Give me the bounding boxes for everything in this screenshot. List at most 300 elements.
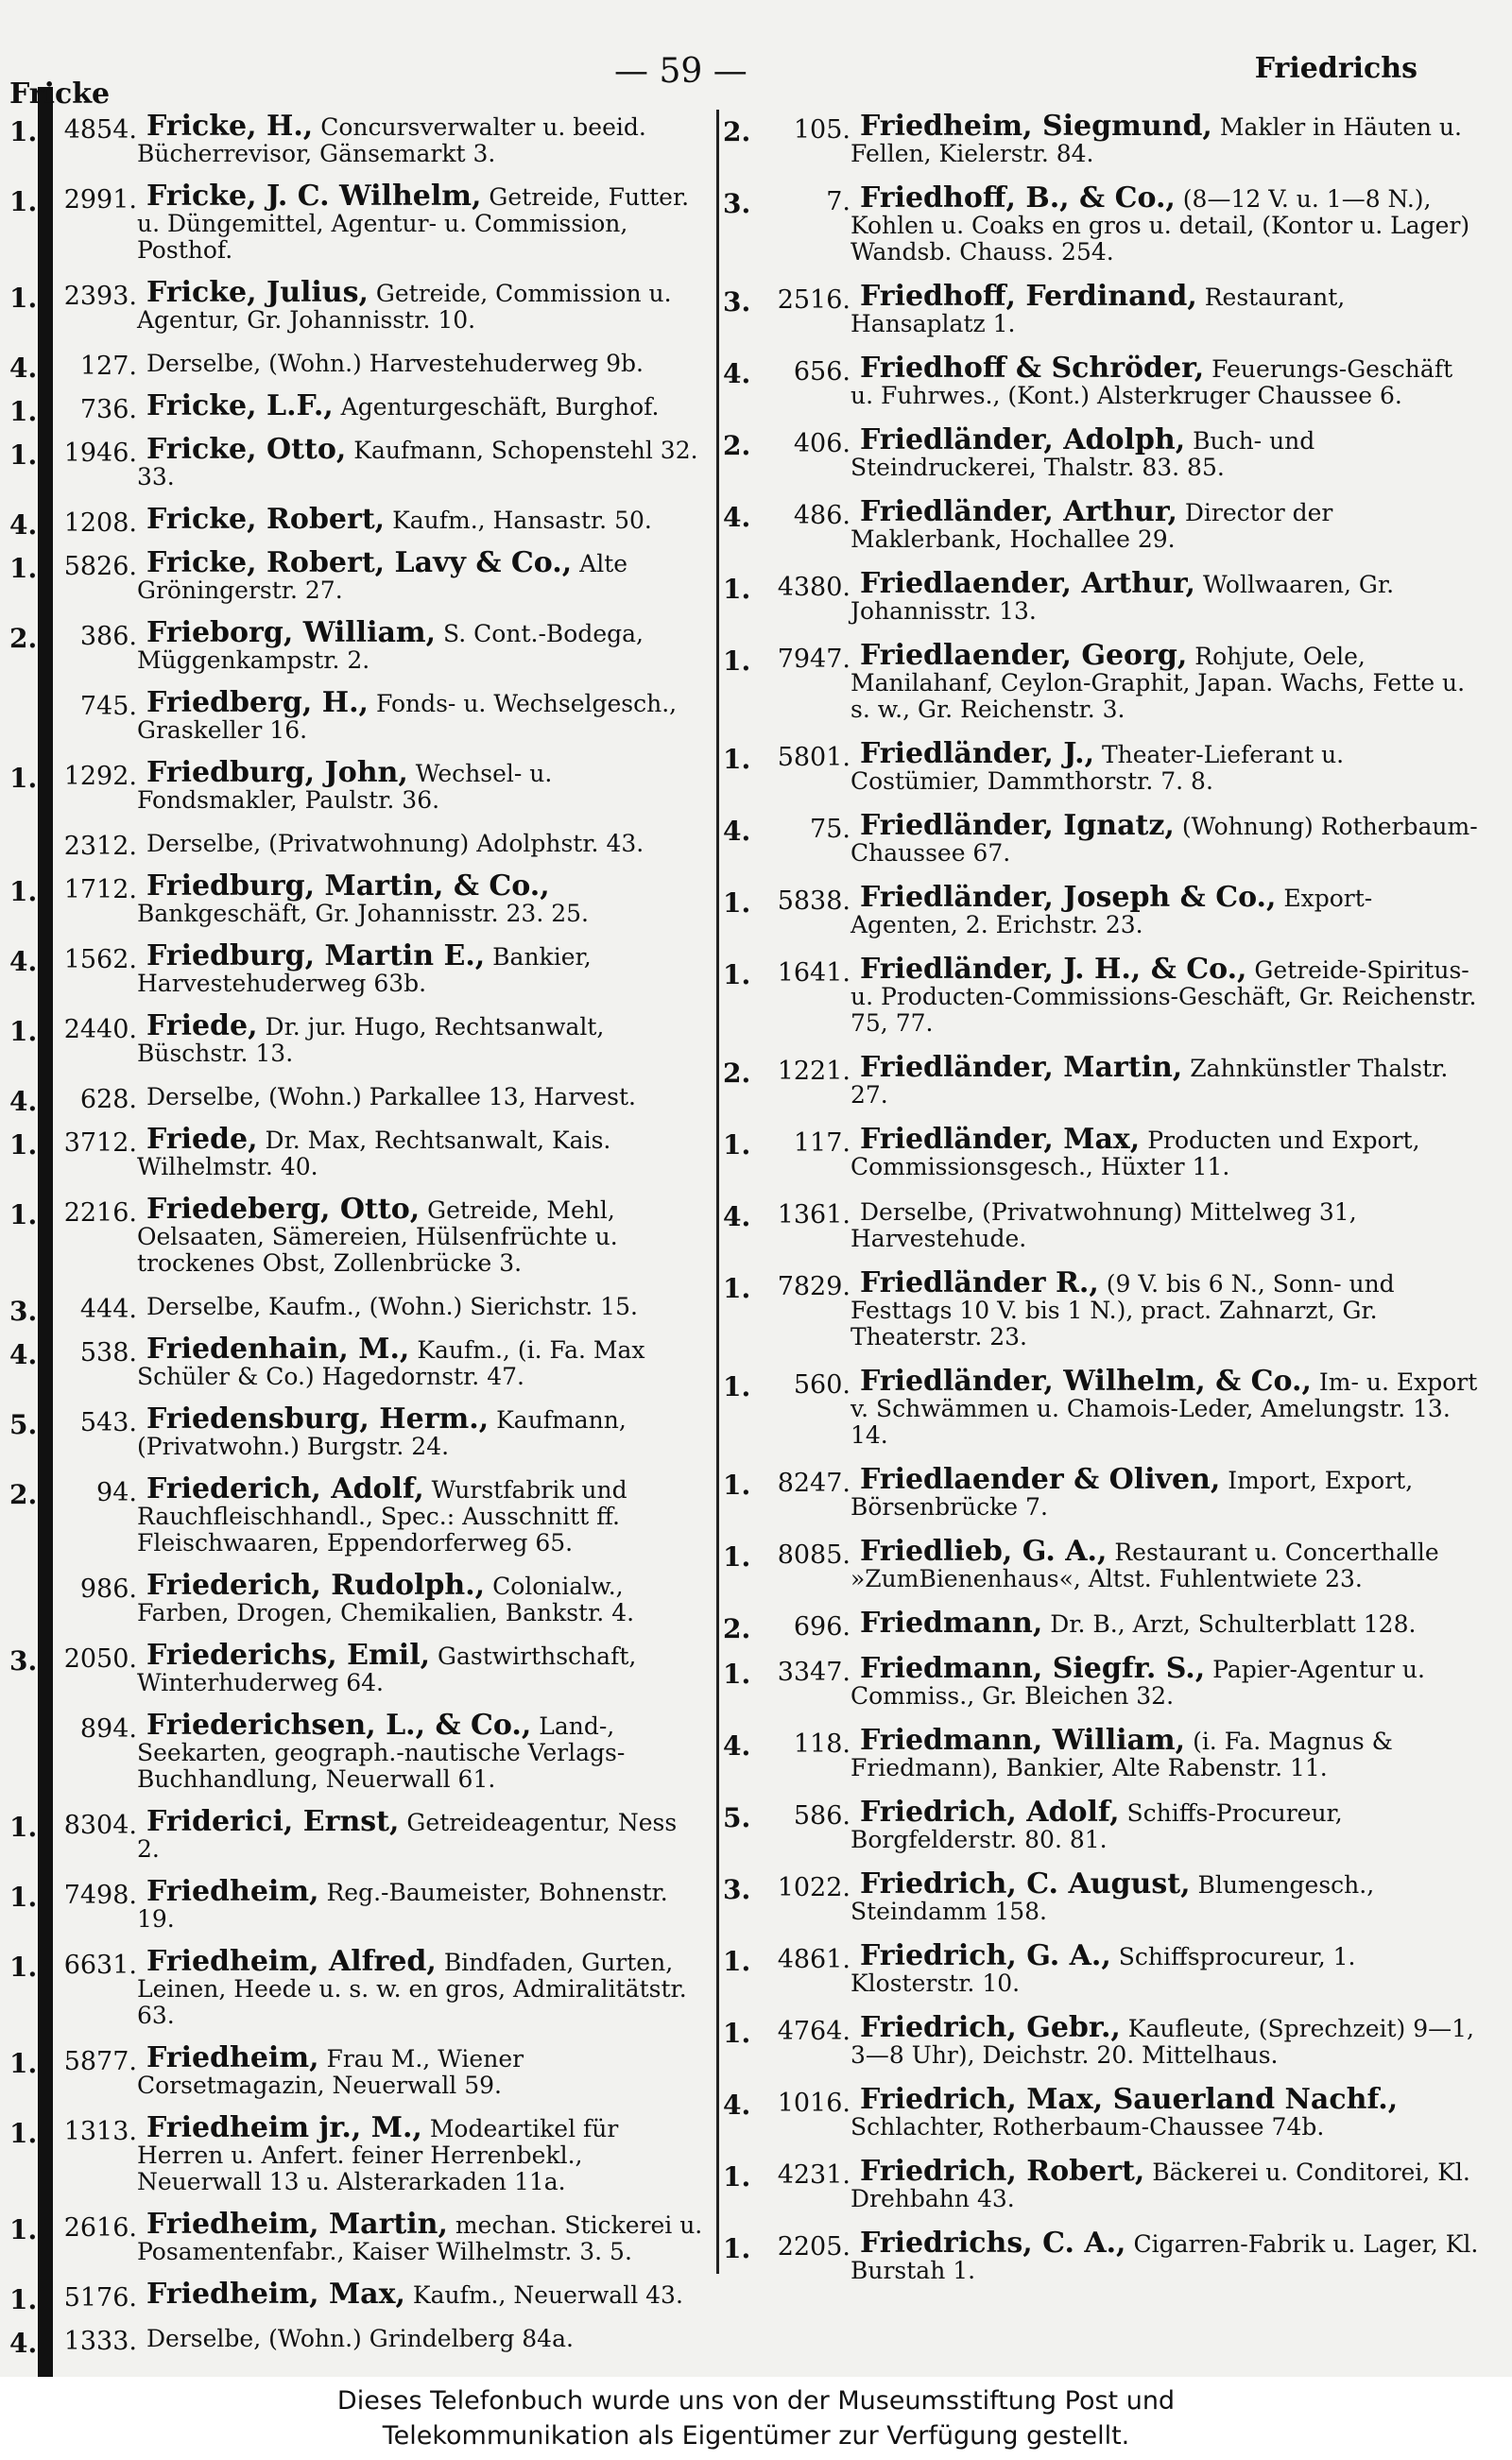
phone-number: 94. xyxy=(96,1478,137,1507)
subscriber-name: Friedrich, G. A., xyxy=(860,1939,1111,1972)
phone-number: 628. xyxy=(79,1085,137,1114)
entry-details: Derselbe, (Privatwohnung) Mittelweg 31, Harvestehude. xyxy=(850,1198,1357,1252)
phone-number: 486. xyxy=(793,501,850,530)
subscriber-name: Friedhoff, Ferdinand, xyxy=(860,280,1197,313)
directory-entry xyxy=(9,1709,704,1793)
footer-notice xyxy=(0,2377,1512,2460)
subscriber-name: Friedlaender, Georg, xyxy=(860,639,1188,672)
directory-entry xyxy=(9,546,704,604)
entry-details: Director der Maklerbank, Hochallee 29. xyxy=(850,499,1333,553)
phone-number: 1221. xyxy=(777,1057,850,1086)
subscriber-name: Fricke, Robert, xyxy=(146,503,386,536)
subscriber-name: Friedensburg, Herm., xyxy=(146,1402,490,1436)
phone-number: 8247. xyxy=(777,1469,850,1498)
subscriber-name: Friedburg, Martin E., xyxy=(146,939,486,972)
subscriber-name: Fricke, Otto, xyxy=(146,433,347,466)
footer-line-1: Dieses Telefonbuch wurde uns von der Museumsstiftung Post und xyxy=(336,2386,1176,2416)
subscriber-name: Friedländer, Joseph & Co., xyxy=(860,881,1277,914)
entry-details: Bankgeschäft, Gr. Johannisstr. 23. 25. xyxy=(137,900,589,927)
directory-entry xyxy=(9,1293,704,1327)
entry-details: Getreide, Mehl, Oelsaaten, Sämereien, Hülsenfrüchte u. trockenes Obst, Zollenbrücke 3. xyxy=(137,1196,618,1277)
directory-entry xyxy=(9,433,704,490)
entry-details: Fonds- u. Wechselgesch., Graskeller 16. xyxy=(137,690,678,744)
phone-number: 1361. xyxy=(777,1200,850,1230)
phone-number: 3712. xyxy=(63,1128,137,1158)
entry-details: Kaufm., Hansastr. 50. xyxy=(392,507,652,534)
subscriber-name: Friederich, Rudolph., xyxy=(146,1569,486,1602)
subscriber-name: Friedheim, Siegmund, xyxy=(860,110,1212,143)
entry-details: Wollwaaren, Gr. Johannisstr. 13. xyxy=(850,571,1395,625)
phone-number: 745. xyxy=(79,692,137,721)
exchange-zone: 1. xyxy=(9,2214,38,2245)
exchange-zone: 1. xyxy=(9,2118,38,2149)
phone-number: 1313. xyxy=(63,2117,137,2146)
directory-entry xyxy=(723,2227,1479,2284)
phone-number: 986. xyxy=(79,1574,137,1604)
directory-entry xyxy=(723,1463,1479,1521)
entry-details: Derselbe, (Wohn.) Parkallee 13, Harvest. xyxy=(146,1083,636,1110)
entry-details: Getreide, Futter. u. Düngemittel, Agentur- u. Commission, Posthof. xyxy=(137,183,690,264)
phone-number: 894. xyxy=(79,1714,137,1744)
exchange-zone: 4. xyxy=(9,1086,38,1117)
exchange-zone: 1. xyxy=(9,1882,38,1913)
directory-entry xyxy=(723,423,1479,481)
entry-details: Frau M., Wiener Corsetmagazin, Neuerwall 59. xyxy=(137,2045,524,2099)
subscriber-name: Friedländer R., xyxy=(860,1266,1099,1299)
phone-number: 2216. xyxy=(63,1198,137,1228)
exchange-zone: 1. xyxy=(723,645,751,677)
exchange-zone: 5. xyxy=(723,1802,751,1833)
directory-entry xyxy=(9,503,704,541)
subscriber-name: Friedheim, Martin, xyxy=(146,2208,448,2241)
directory-entry xyxy=(723,1198,1479,1252)
phone-number: 2516. xyxy=(777,285,850,315)
directory-entry xyxy=(9,756,704,814)
exchange-zone: 1. xyxy=(723,1946,751,1977)
phone-number: 736. xyxy=(79,395,137,424)
subscriber-name: Fricke, J. C. Wilhelm, xyxy=(146,180,482,213)
phone-number: 7. xyxy=(826,187,850,216)
phone-number: 1016. xyxy=(777,2089,850,2118)
exchange-zone: 1. xyxy=(9,1129,38,1161)
entry-details: Makler in Häuten u. Fellen, Kielerstr. 84. xyxy=(850,113,1462,167)
entry-details: Import, Export, Börsenbrücke 7. xyxy=(850,1467,1414,1521)
phone-number: 1022. xyxy=(777,1873,850,1902)
entry-details: Restaurant, Hansaplatz 1. xyxy=(850,284,1346,337)
entry-details: Getreide, Commission u. Agentur, Gr. Johannisstr. 10. xyxy=(137,280,672,334)
directory-entry xyxy=(9,830,704,861)
exchange-zone: 4. xyxy=(723,1201,751,1232)
subscriber-name: Friedrichs, C. A., xyxy=(860,2227,1126,2260)
phone-number: 2440. xyxy=(63,1015,137,1044)
phone-number: 8304. xyxy=(63,1811,137,1840)
directory-entry xyxy=(9,1402,704,1460)
directory-entry xyxy=(723,1607,1479,1644)
entry-details: Getreideagentur, Ness 2. xyxy=(137,1809,678,1863)
exchange-zone: 1. xyxy=(723,959,751,990)
subscriber-name: Friederichsen, L., & Co., xyxy=(146,1709,532,1742)
entry-details: Land-, Seekarten, geograph.-nautische Verlags-Buchhandlung, Neuerwall 61. xyxy=(137,1712,626,1793)
entry-details: Producten und Export, Commissionsgesch., Hüxter 11. xyxy=(850,1127,1420,1180)
subscriber-name: Friedländer, Ignatz, xyxy=(860,809,1175,842)
running-header-right: Friedrichs xyxy=(1254,52,1418,85)
exchange-zone: 1. xyxy=(9,2284,38,2315)
subscriber-name: Friedburg, Martin, & Co., xyxy=(146,869,550,903)
exchange-zone: 1. xyxy=(9,439,38,471)
phone-number: 543. xyxy=(79,1408,137,1437)
phone-number: 696. xyxy=(793,1612,850,1642)
page-number: — 59 — xyxy=(614,52,747,91)
directory-entry xyxy=(9,1333,704,1390)
phone-number: 2616. xyxy=(63,2213,137,2243)
subscriber-name: Friedmann, Siegfr. S., xyxy=(860,1652,1206,1685)
exchange-zone: 4. xyxy=(723,2090,751,2121)
exchange-zone: 4. xyxy=(9,353,38,384)
directory-entry xyxy=(723,352,1479,409)
subscriber-name: Friedrich, Max, Sauerland Nachf., xyxy=(860,2083,1399,2116)
entry-details: Reg.-Baumeister, Bohnenstr. 19. xyxy=(137,1879,668,1933)
directory-entry xyxy=(723,495,1479,553)
directory-entry xyxy=(9,1569,704,1626)
exchange-zone: 1. xyxy=(723,1129,751,1161)
directory-entry xyxy=(723,1051,1479,1109)
right-column xyxy=(723,110,1479,2284)
directory-entry xyxy=(723,2083,1479,2141)
directory-entry xyxy=(723,1535,1479,1592)
phone-number: 4380. xyxy=(777,573,850,602)
directory-entry xyxy=(9,2041,704,2099)
phone-number: 4854. xyxy=(63,115,137,145)
subscriber-name: Friedeberg, Otto, xyxy=(146,1193,421,1226)
phone-number: 5838. xyxy=(777,886,850,916)
entry-details: Kaufmann, (Privatwohn.) Burgstr. 24. xyxy=(137,1406,627,1460)
footer-line-2: Telekommunikation als Eigentümer zur Verfügung gestellt. xyxy=(382,2421,1130,2451)
phone-number: 118. xyxy=(793,1729,850,1759)
phone-number: 2205. xyxy=(777,2232,850,2262)
phone-number: 6631. xyxy=(63,1951,137,1980)
directory-entry xyxy=(723,737,1479,795)
subscriber-name: Friedrich, Adolf, xyxy=(860,1796,1120,1829)
subscriber-name: Friedlieb, G. A., xyxy=(860,1535,1108,1568)
exchange-zone: 4. xyxy=(9,2328,38,2359)
phone-number: 7947. xyxy=(777,645,850,674)
phone-number: 75. xyxy=(810,815,850,844)
directory-entry xyxy=(723,809,1479,867)
phone-number: 117. xyxy=(793,1128,850,1158)
directory-entry xyxy=(9,616,704,674)
running-header-left: Fricke xyxy=(9,77,111,111)
subscriber-name: Friedhoff, B., & Co., xyxy=(860,181,1176,215)
directory-entry xyxy=(723,1123,1479,1180)
exchange-zone: 4. xyxy=(9,946,38,977)
subscriber-name: Friedländer, Adolph, xyxy=(860,423,1186,456)
directory-entry xyxy=(723,639,1479,723)
phone-number: 2991. xyxy=(63,185,137,215)
exchange-zone: 3. xyxy=(9,1645,38,1677)
exchange-zone: 4. xyxy=(723,1730,751,1762)
entry-details: Schiffsprocureur, 1. Klosterstr. 10. xyxy=(850,1943,1356,1997)
directory-entry xyxy=(9,1472,704,1557)
phone-number: 1208. xyxy=(63,508,137,538)
directory-entry xyxy=(723,1652,1479,1710)
entry-details: Modeartikel für Herren u. Anfert. feiner Herrenbekl., Neuerwall 13 u. Alsterarkaden 11a. xyxy=(137,2115,619,2195)
phone-number: 5877. xyxy=(63,2047,137,2076)
phone-number: 2050. xyxy=(63,1644,137,1674)
phone-number: 2312. xyxy=(63,832,137,861)
exchange-zone: 1. xyxy=(9,1952,38,1983)
entry-details: Schiffs-Procureur, Borgfelderstr. 80. 81. xyxy=(850,1799,1343,1853)
entry-details: (i. Fa. Magnus & Friedmann), Bankier, Alte Rabenstr. 11. xyxy=(850,1728,1393,1781)
directory-entry xyxy=(9,350,704,384)
subscriber-name: Friederich, Adolf, xyxy=(146,1472,424,1505)
exchange-zone: 3. xyxy=(723,1874,751,1905)
phone-number: 4231. xyxy=(777,2160,850,2190)
entry-details: Restaurant u. Concerthalle »ZumBienenhaus«, Altst. Fuhlentwiete 23. xyxy=(850,1539,1439,1592)
entry-details: Theater-Lieferant u. Costümier, Dammthorstr. 7. 8. xyxy=(850,741,1345,795)
directory-entry xyxy=(723,1724,1479,1781)
exchange-zone: 3. xyxy=(723,188,751,219)
entry-details: Dr. B., Arzt, Schulterblatt 128. xyxy=(1050,1610,1417,1638)
exchange-zone: 1. xyxy=(9,186,38,217)
entry-details: Cigarren-Fabrik u. Lager, Kl. Burstah 1. xyxy=(850,2230,1479,2284)
entry-details: Kaufleute, (Sprechzeit) 9—1, 3—8 Uhr), Deichstr. 20. Mittelhaus. xyxy=(850,2015,1474,2069)
entry-details: Derselbe, Kaufm., (Wohn.) Sierichstr. 15. xyxy=(146,1293,638,1320)
entry-details: Blumengesch., Steindamm 158. xyxy=(850,1871,1375,1925)
entry-details: Gastwirthschaft, Winterhuderweg 64. xyxy=(137,1643,637,1696)
subscriber-name: Friedburg, John, xyxy=(146,756,408,789)
directory-entry xyxy=(9,1945,704,2029)
exchange-zone: 1. xyxy=(9,1812,38,1843)
directory-entry xyxy=(723,567,1479,625)
directory-entry xyxy=(9,1805,704,1863)
entry-details: Bankier, Harvestehuderweg 63b. xyxy=(137,943,592,997)
subscriber-name: Friedrich, C. August, xyxy=(860,1867,1191,1901)
entry-details: Schlachter, Rotherbaum-Chaussee 74b. xyxy=(850,2113,1325,2141)
phone-number: 406. xyxy=(793,429,850,458)
entry-details: Concursverwalter u. beeid. Bücherrevisor, Gänsemarkt 3. xyxy=(137,113,646,167)
directory-entry xyxy=(723,1266,1479,1350)
exchange-zone: 1. xyxy=(723,1371,751,1402)
phone-number: 1712. xyxy=(63,875,137,904)
entry-details: Getreide-Spiritus- u. Producten-Commissions-Geschäft, Gr. Reichenstr. 75, 77. xyxy=(850,956,1477,1037)
phone-number: 8085. xyxy=(777,1540,850,1570)
phone-number: 1946. xyxy=(63,439,137,468)
subscriber-name: Friedheim, xyxy=(146,1875,319,1908)
subscriber-name: Friedenhain, M., xyxy=(146,1333,410,1366)
phone-number: 1292. xyxy=(63,762,137,791)
directory-entry xyxy=(723,881,1479,938)
entry-details: Derselbe, (Privatwohnung) Adolphstr. 43. xyxy=(146,830,644,857)
entry-details: Export-Agenten, 2. Erichstr. 23. xyxy=(850,885,1373,938)
directory-entry xyxy=(9,180,704,264)
directory-entry xyxy=(9,686,704,744)
phone-number: 7498. xyxy=(63,1881,137,1910)
directory-entry xyxy=(723,110,1479,167)
exchange-zone: 1. xyxy=(9,763,38,794)
directory-entry xyxy=(9,939,704,997)
exchange-zone: 1. xyxy=(9,283,38,314)
exchange-zone: 1. xyxy=(9,396,38,427)
entry-details: Kaufm., Neuerwall 43. xyxy=(412,2281,683,2309)
subscriber-name: Fricke, H., xyxy=(146,110,314,143)
directory-entry xyxy=(9,276,704,334)
subscriber-name: Fricke, Robert, Lavy & Co., xyxy=(146,546,573,579)
subscriber-name: Friderici, Ernst, xyxy=(146,1805,400,1838)
entry-details: Wurstfabrik und Rauchfleischhandl., Spec.: Ausschnitt ff. Fleischwaaren, Eppendorferweg 65. xyxy=(137,1476,627,1557)
subscriber-name: Friedheim, xyxy=(146,2041,319,2074)
exchange-zone: 1. xyxy=(9,2048,38,2079)
directory-entry xyxy=(723,181,1479,266)
exchange-zone: 1. xyxy=(723,2161,751,2193)
phone-number: 538. xyxy=(79,1338,137,1368)
entry-details: Derselbe, (Wohn.) Grindelberg 84a. xyxy=(146,2325,574,2352)
exchange-zone: 4. xyxy=(9,1339,38,1370)
directory-entry xyxy=(723,1365,1479,1449)
exchange-zone: 4. xyxy=(723,816,751,847)
entry-details: (Wohnung) Rotherbaum-Chaussee 67. xyxy=(850,813,1478,867)
subscriber-name: Frieborg, William, xyxy=(146,616,437,649)
exchange-zone: 1. xyxy=(723,574,751,605)
left-column xyxy=(9,110,704,2359)
entry-details: Buch- und Steindruckerei, Thalstr. 83. 85. xyxy=(850,427,1315,481)
exchange-zone: 2. xyxy=(723,1613,751,1644)
directory-entry xyxy=(9,1875,704,1933)
directory-entry xyxy=(723,953,1479,1037)
directory-entry xyxy=(9,1193,704,1277)
entry-details: S. Cont.-Bodega, Müggenkampstr. 2. xyxy=(137,620,644,674)
entry-details: Papier-Agentur u. Commiss., Gr. Bleichen 32. xyxy=(850,1656,1425,1710)
exchange-zone: 4. xyxy=(9,509,38,541)
exchange-zone: 1. xyxy=(723,2018,751,2049)
phone-number: 3347. xyxy=(777,1658,850,1687)
directory-entry xyxy=(723,2011,1479,2069)
phone-number: 656. xyxy=(793,357,850,387)
column-divider xyxy=(716,110,719,2274)
exchange-zone: 1. xyxy=(723,1659,751,1690)
directory-entry xyxy=(9,2278,704,2315)
phone-number: 2393. xyxy=(63,282,137,311)
subscriber-name: Friedberg, H., xyxy=(146,686,369,719)
entry-details: (8—12 V. u. 1—8 N.), Kohlen u. Coaks en gros u. detail, (Kontor u. Lager) Wandsb. Chauss. 254. xyxy=(850,185,1470,266)
phone-number: 5801. xyxy=(777,743,850,772)
exchange-zone: 2. xyxy=(9,623,38,654)
exchange-zone: 4. xyxy=(723,502,751,533)
directory-entry xyxy=(723,1796,1479,1853)
subscriber-name: Friedländer, Max, xyxy=(860,1123,1141,1156)
subscriber-name: Friedländer, Martin, xyxy=(860,1051,1183,1084)
phone-number: 5826. xyxy=(63,552,137,581)
subscriber-name: Fricke, L.F., xyxy=(146,389,334,422)
entry-details: Alte Gröningerstr. 27. xyxy=(137,550,628,604)
exchange-zone: 2. xyxy=(9,1479,38,1510)
directory-entry xyxy=(9,389,704,427)
entry-details: Colonialw., Farben, Drogen, Chemikalien, Bankstr. 4. xyxy=(137,1573,635,1626)
directory-entry xyxy=(9,1083,704,1117)
phone-number: 444. xyxy=(79,1295,137,1324)
exchange-zone: 1. xyxy=(723,2233,751,2264)
exchange-zone: 1. xyxy=(723,1470,751,1501)
exchange-zone: 3. xyxy=(723,286,751,318)
entry-details: Agenturgeschäft, Burghof. xyxy=(340,393,660,421)
entry-details: Derselbe, (Wohn.) Harvestehuderweg 9b. xyxy=(146,350,644,377)
exchange-zone: 1. xyxy=(9,116,38,147)
exchange-zone: 4. xyxy=(723,358,751,389)
subscriber-name: Friedrich, Robert, xyxy=(860,2155,1145,2188)
phone-number: 586. xyxy=(793,1801,850,1831)
subscriber-name: Friedmann, xyxy=(860,1607,1043,1640)
phone-number: 105. xyxy=(793,115,850,145)
phone-number: 1641. xyxy=(777,958,850,988)
entry-details: Wechsel- u. Fondsmakler, Paulstr. 36. xyxy=(137,760,553,814)
exchange-zone: 5. xyxy=(9,1409,38,1440)
subscriber-name: Friedheim, Alfred, xyxy=(146,1945,437,1978)
subscriber-name: Friedlaender, Arthur, xyxy=(860,567,1195,600)
entry-details: Kaufmann, Schopenstehl 32. 33. xyxy=(137,437,698,490)
exchange-zone: 1. xyxy=(9,553,38,584)
exchange-zone: 1. xyxy=(723,1541,751,1573)
phone-number: 386. xyxy=(79,622,137,651)
entry-details: Bindfaden, Gurten, Leinen, Heede u. s. w. en gros, Admiralitätstr. 63. xyxy=(137,1949,687,2029)
exchange-zone: 3. xyxy=(9,1296,38,1327)
subscriber-name: Friederichs, Emil, xyxy=(146,1639,431,1672)
subscriber-name: Friedrich, Gebr., xyxy=(860,2011,1121,2044)
directory-entry xyxy=(9,2325,704,2359)
directory-entry xyxy=(723,1867,1479,1925)
phone-number: 560. xyxy=(793,1370,850,1400)
subscriber-name: Friedländer, Wilhelm, & Co., xyxy=(860,1365,1312,1398)
exchange-zone: 1. xyxy=(9,1016,38,1047)
entry-details: mechan. Stickerei u. Posamentenfabr., Kaiser Wilhelmstr. 3. 5. xyxy=(137,2211,703,2265)
directory-entry xyxy=(9,869,704,927)
exchange-zone: 2. xyxy=(723,1058,751,1089)
directory-entry xyxy=(9,110,704,167)
directory-entry xyxy=(723,280,1479,337)
directory-entry xyxy=(9,2111,704,2195)
exchange-zone: 1. xyxy=(9,1199,38,1230)
directory-entry xyxy=(9,2208,704,2265)
exchange-zone: 2. xyxy=(723,430,751,461)
phone-number: 7829. xyxy=(777,1272,850,1301)
subscriber-name: Friedländer, Arthur, xyxy=(860,495,1177,528)
subscriber-name: Fricke, Julius, xyxy=(146,276,369,309)
exchange-zone: 1. xyxy=(9,876,38,907)
directory-entry xyxy=(723,2155,1479,2212)
phone-number: 1562. xyxy=(63,945,137,974)
entry-details: Rohjute, Oele, Manilahanf, Ceylon-Graphit, Japan. Wachs, Fette u. s. w., Gr. Reichenstr. 3. xyxy=(850,643,1466,723)
subscriber-name: Friedheim jr., M., xyxy=(146,2111,422,2144)
entry-details: Feuerungs-Geschäft u. Fuhrwes., (Kont.) Alsterkruger Chaussee 6. xyxy=(850,355,1453,409)
subscriber-name: Friedhoff & Schröder, xyxy=(860,352,1205,385)
phone-number: 4764. xyxy=(777,2017,850,2046)
exchange-zone: 1. xyxy=(723,744,751,775)
directory-entry xyxy=(9,1639,704,1696)
entry-details: (9 V. bis 6 N., Sonn- und Festtags 10 V. bis 1 N.), pract. Zahnarzt, Gr. Theaterstr. 23. xyxy=(850,1270,1395,1350)
exchange-zone: 1. xyxy=(723,887,751,919)
subscriber-name: Friedmann, William, xyxy=(860,1724,1186,1757)
subscriber-name: Friedländer, J. H., & Co., xyxy=(860,953,1247,986)
subscriber-name: Friede, xyxy=(146,1123,258,1156)
entry-details: Kaufm., (i. Fa. Max Schüler & Co.) Hagedornstr. 47. xyxy=(137,1336,645,1390)
directory-entry xyxy=(9,1123,704,1180)
exchange-zone: 1. xyxy=(723,1273,751,1304)
directory-entry xyxy=(723,1939,1479,1997)
entry-details: Im- u. Export v. Schwämmen u. Chamois-Leder, Amelungstr. 13. 14. xyxy=(850,1368,1478,1449)
phone-number: 1333. xyxy=(63,2327,137,2356)
phone-number: 127. xyxy=(79,352,137,381)
subscriber-name: Friedlaender & Oliven, xyxy=(860,1463,1221,1496)
entry-details: Dr. jur. Hugo, Rechtsanwalt, Büschstr. 13. xyxy=(137,1013,605,1067)
subscriber-name: Friedheim, Max, xyxy=(146,2278,405,2311)
